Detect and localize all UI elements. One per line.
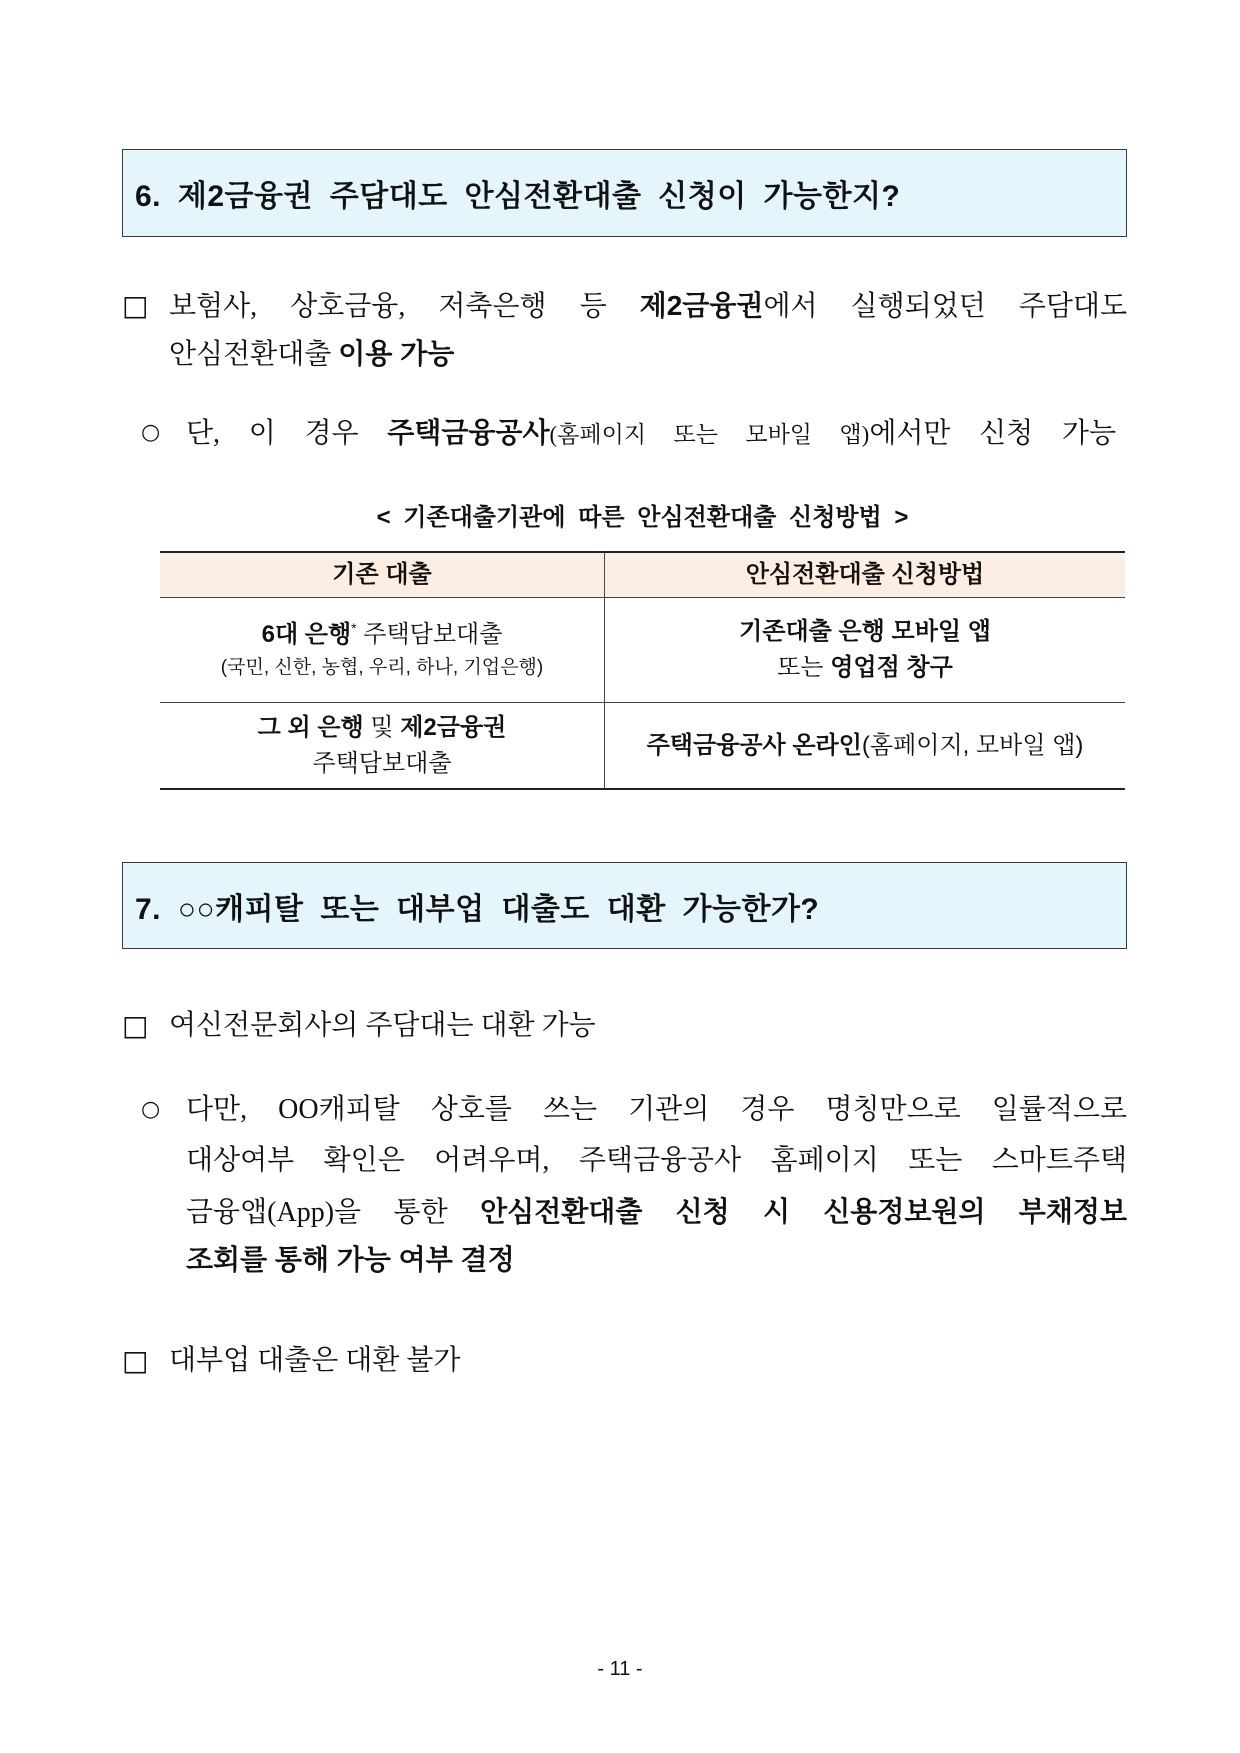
table-header-application-method: 안심전환대출 신청방법 [605,552,1126,598]
cell-line: 기존대출 은행 모바일 앱 [739,618,991,645]
bold-run: 6대 은행 [261,621,352,648]
loan-method-table [160,551,1125,790]
cell-line [613,650,1117,686]
circle-bullet-icon: ○ [141,1097,161,1122]
table-caption: < 기존대출기관에 따른 안심전환대출 신청방법 > [376,504,909,531]
text-run: 에서만 신청 가능 [869,418,1117,449]
question-6-title: 6. 제2금융권 주담대도 안심전환대출 신청이 가능한지? [135,180,901,213]
checkbox-bullet-icon: □ [122,289,149,322]
bold-run: 제2금융권 [639,290,764,321]
text-run: 보험사, 상호금융, 저축은행 등 [169,291,640,322]
page-number: - 11 - [597,1658,643,1680]
cell-line [168,710,596,746]
item-7-2: 대부업 대출은 대환 불가 [169,1345,461,1376]
item-6-1-line1 [169,286,1127,327]
item-6-1-line2 [169,334,1127,375]
text-run: 금융앱(App)을 통한 [186,1197,481,1228]
bold-run: 제2금융권 [400,713,507,741]
sub-7-1-line1: 다만, OO캐피탈 상호를 쓰는 기관의 경우 명칭만으로 일률적으로 [186,1094,1127,1125]
text-run: 및 [363,713,401,741]
bold-run: 조회를 통해 가능 여부 결정 [186,1244,515,1275]
sub-7-1-line2: 대상여부 확인은 어려우며, 주택금융공사 홈페이지 또는 스마트주택 [186,1145,1127,1176]
bank-list-note: (국민, 신한, 농협, 우리, 하나, 기업은행) [220,657,544,678]
text-run: (홈페이지, 모바일 앱) [861,731,1084,759]
table-cell [605,703,1126,790]
sub-6-1-line [186,413,1116,455]
table-header-row [160,552,1125,598]
sub-7-1-line3 [186,1192,1127,1233]
paren-run: (홈페이지 또는 모바일 앱) [549,422,870,447]
cell-line [613,728,1117,764]
table-cell [605,598,1126,703]
bold-run: 이용 가능 [338,338,455,369]
table-header-existing-loan: 기존 대출 [160,552,605,598]
table-row [160,703,1125,790]
bold-run: 주택금융공사 [387,417,550,448]
bold-run: 주택금융공사 온라인 [646,731,862,759]
text-run: 에서 실행되었던 주담대도 [763,291,1128,322]
text-run: 안심전환대출 [169,339,339,370]
bold-run: 영업점 창구 [830,654,953,681]
text-run: 주택담보대출 [356,621,503,648]
footnote-mark: * [351,620,357,636]
table-cell [160,598,605,703]
bold-run: 그 외 은행 [257,713,364,741]
item-7-1: 여신전문회사의 주담대는 대환 가능 [169,1010,596,1041]
bold-run: 안심전환대출 신청 시 신용정보원의 부채정보 [480,1196,1127,1227]
checkbox-bullet-icon: □ [122,1009,149,1042]
table-cell [160,703,605,790]
question-7-title: 7. ○○캐피탈 또는 대부업 대출도 대환 가능한가? [135,892,820,926]
cell-line [168,617,596,653]
sub-7-1-line4 [186,1240,1127,1281]
text-run: 단, 이 경우 [186,418,388,449]
cell-line: 주택담보대출 [312,749,452,777]
question-7-box [122,862,1127,949]
circle-bullet-icon: ○ [141,420,161,445]
table-row [160,598,1125,703]
question-6-box [122,149,1127,237]
checkbox-bullet-icon: □ [122,1344,149,1377]
text-run: 또는 [777,654,831,681]
